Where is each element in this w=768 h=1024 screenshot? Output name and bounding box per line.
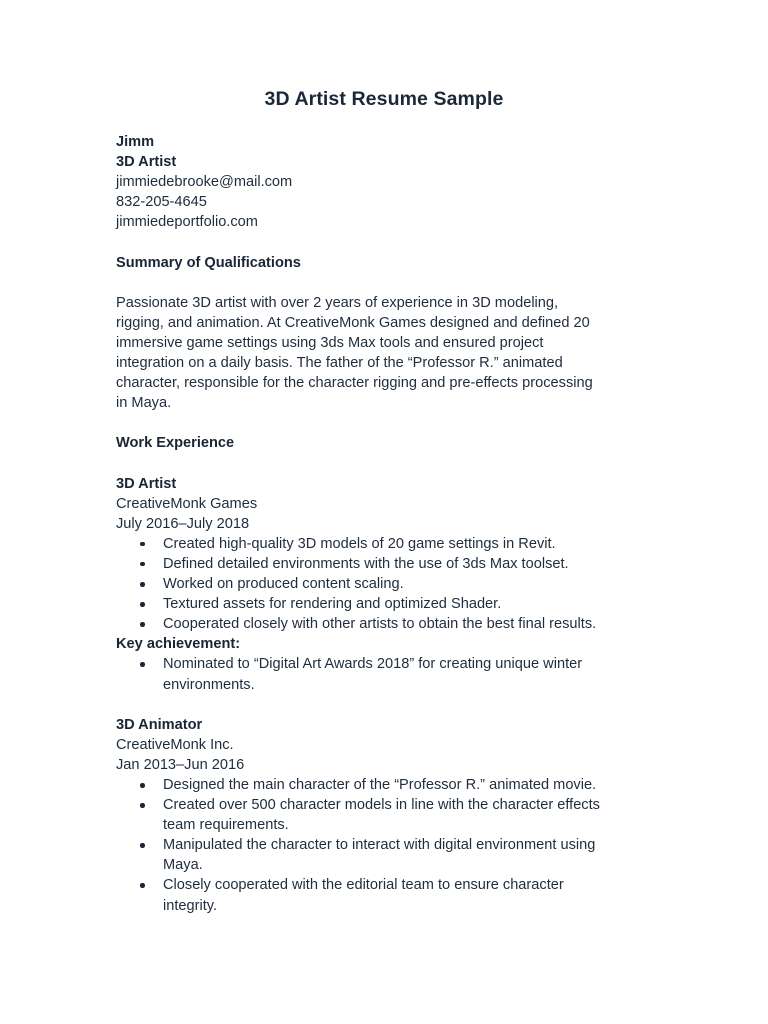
contact-email: jimmiedebrooke@mail.com <box>116 174 293 191</box>
job-title: 3D Animator <box>116 716 203 733</box>
page-title: 3D Artist Resume Sample <box>264 88 504 110</box>
job-title: 3D Artist <box>116 475 177 492</box>
job-dates: July 2016–July 2018 <box>116 515 250 532</box>
list-item <box>116 554 676 574</box>
spacer <box>116 232 676 252</box>
summary-heading: Summary of Qualifications <box>116 254 301 271</box>
list-item <box>116 795 676 835</box>
achievement-heading: Key achievement: <box>116 636 241 653</box>
bullet-text: Manipulated the character to interact with digital environment using <box>163 837 596 854</box>
job-company: CreativeMonk Games <box>116 495 258 512</box>
spacer <box>116 273 676 293</box>
spacer <box>116 454 676 474</box>
contact-website: jimmiedeportfolio.com <box>116 214 258 231</box>
bullet-text: Worked on produced content scaling. <box>163 576 404 593</box>
list-item <box>116 835 676 875</box>
list-item <box>116 534 676 554</box>
job-company: CreativeMonk Inc. <box>116 736 234 753</box>
bullet-text: Cooperated closely with other artists to obtain the best final results. <box>163 616 597 633</box>
job-bullet-list <box>116 534 676 634</box>
bullet-text: Maya. <box>163 857 203 874</box>
summary-paragraph <box>116 293 676 414</box>
contact-name: Jimm <box>116 134 155 150</box>
job-dates: Jan 2013–Jun 2016 <box>116 756 245 773</box>
bullet-text: Created over 500 character models in line with the character effects <box>163 797 600 814</box>
summary-line: immersive game settings using 3ds Max tools and ensured project <box>116 334 544 351</box>
summary-line: character, responsible for the character rigging and pre-effects processing <box>116 375 593 392</box>
bullet-text: environments. <box>163 676 255 693</box>
bullet-text: Created high-quality 3D models of 20 game settings in Revit. <box>163 535 556 552</box>
list-item <box>116 574 676 594</box>
list-item <box>116 594 676 614</box>
job-entry <box>116 715 676 916</box>
bullet-text: team requirements. <box>163 817 289 834</box>
work-heading: Work Experience <box>116 435 235 452</box>
summary-line: Passionate 3D artist with over 2 years of experience in 3D modeling, <box>116 294 559 311</box>
list-item <box>116 614 676 634</box>
spacer <box>116 413 676 433</box>
contact-phone: 832-205-4645 <box>116 194 207 211</box>
contact-role: 3D Artist <box>116 154 177 171</box>
bullet-text: Textured assets for rendering and optimized Shader. <box>163 596 502 613</box>
summary-line: integration on a daily basis. The father of the “Professor R.” animated <box>116 355 563 372</box>
spacer <box>116 695 676 715</box>
list-item <box>116 875 676 915</box>
summary-line: rigging, and animation. At CreativeMonk Games designed and defined 20 <box>116 314 590 331</box>
bullet-text: Defined detailed environments with the use of 3ds Max toolset. <box>163 555 569 572</box>
bullet-text: integrity. <box>163 897 218 914</box>
resume-content <box>116 132 676 916</box>
job-bullet-list <box>116 775 676 916</box>
list-item <box>116 654 676 694</box>
list-item <box>116 775 676 795</box>
bullet-text: Closely cooperated with the editorial team to ensure character <box>163 877 564 894</box>
summary-line: in Maya. <box>116 395 172 412</box>
job-entry <box>116 474 676 695</box>
bullet-text: Nominated to “Digital Art Awards 2018” for creating unique winter <box>163 656 583 673</box>
achievement-list <box>116 654 676 694</box>
bullet-text: Designed the main character of the “Professor R.” animated movie. <box>163 777 597 793</box>
